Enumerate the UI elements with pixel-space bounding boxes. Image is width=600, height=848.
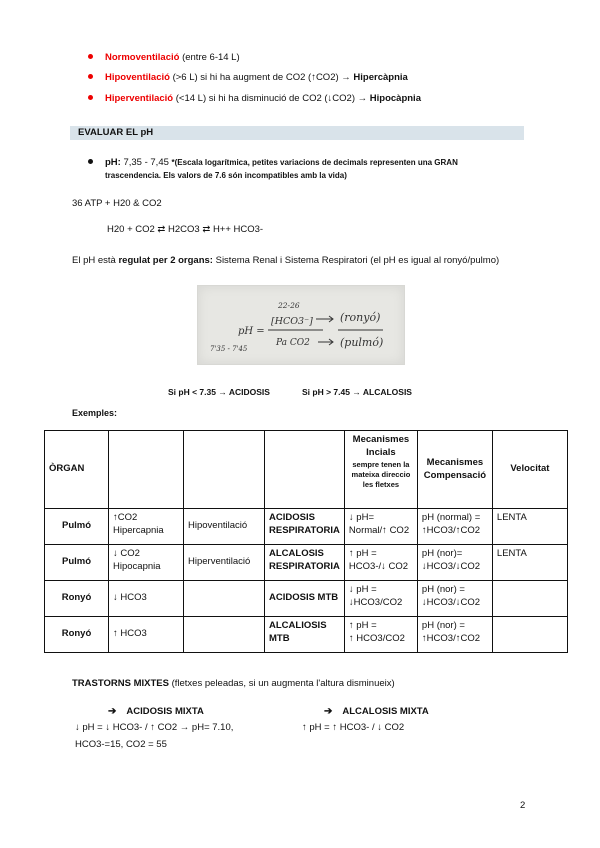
cell-speed [492, 617, 567, 653]
cell-ventilation: Hipoventilació [184, 509, 265, 545]
mixtes-heading: TRASTORNS MIXTES (fletxes peleadas, si un augmenta l'altura disminueix) [72, 678, 395, 689]
cell-ventilation [184, 617, 265, 653]
equation: H20 + CO2 ⇄ H2CO3 ⇄ H++ HCO3- [107, 224, 264, 235]
cell-disorder: ACIDOSIS MTB [265, 581, 345, 617]
cell-compensation: pH (nor)= ↓HCO3/↓CO2 [417, 545, 492, 581]
arrow-right-icon: ➔ [108, 706, 117, 717]
cell-ventilation: Hiperventilació [184, 545, 265, 581]
denominator: Pa CO2 [276, 338, 310, 348]
acidosis-mixta-title: ➔ ACIDOSIS MIXTA [108, 706, 204, 717]
bullet-dot-icon [88, 95, 93, 100]
cell-initial: ↑ pH = ↑ HCO3/CO2 [344, 617, 417, 653]
table-header-row [45, 431, 568, 509]
cell-trigger: ↓ HCO3 [109, 581, 184, 617]
cell-compensation: pH (normal) = ↑HCO3/↑CO2 [417, 509, 492, 545]
cell-disorder: ALCALOSIS RESPIRATORIA [265, 545, 345, 581]
bullet-hiperventilacio: Hiperventilació (<14 L) si hi ha disminució de CO2 (↓CO2) → Hipocàpnia [88, 93, 421, 104]
acidosis-mixta-line2: HCO3-=15, CO2 = 55 [75, 739, 167, 750]
cell-compensation: pH (nor) = ↓HCO3/↓CO2 [417, 581, 492, 617]
cell-disorder: ACIDOSIS RESPIRATORIA [265, 509, 345, 545]
cell-initial: ↓ pH= Normal/↑ CO2 [344, 509, 417, 545]
organ-bottom: (pulmó) [340, 336, 384, 349]
cell-speed: LENTA [492, 509, 567, 545]
table-row [45, 509, 568, 545]
alcalosis-mixta-title: ➔ ALCALOSIS MIXTA [324, 706, 429, 717]
cell-compensation: pH (nor) = ↑HCO3/↑CO2 [417, 617, 492, 653]
header-empty [184, 431, 265, 509]
table-row [45, 545, 568, 581]
cell-initial: ↑ pH = HCO3-/↓ CO2 [344, 545, 417, 581]
cell-trigger: ↑CO2 Hipercapnia [109, 509, 184, 545]
range-label: 7'35 - 7'45 [210, 345, 248, 353]
numerator: [HCO3⁻] [271, 316, 313, 327]
header-velocitat: Velocitat [492, 431, 567, 509]
page-number: 2 [520, 800, 526, 811]
section-header [70, 126, 524, 140]
header-mecanismes-inicials: Mecanismes Incials sempre tenen la mateixa direccio les fletxes [344, 431, 417, 509]
cell-organ: Pulmó [45, 545, 109, 581]
bullet-hipoventilacio: Hipoventilació (>6 L) si hi ha augment de CO2 (↑CO2) → Hipercàpnia [88, 72, 408, 83]
rule-alcalosis: Si pH > 7.45 → ALCALOSIS [302, 387, 412, 397]
header-compensacio: Mecanismes Compensació [417, 431, 492, 509]
header-empty [265, 431, 345, 509]
header-organ: ÒRGAN [45, 431, 109, 509]
cell-organ: Ronyó [45, 617, 109, 653]
section-title: EVALUAR EL pH [78, 127, 154, 138]
arrow-icon [316, 316, 333, 322]
bullet-normoventilacio: Normoventilació (entre 6-14 L) [88, 52, 240, 63]
organ-top: (ronyó) [340, 311, 381, 324]
header-empty [109, 431, 184, 509]
cell-disorder: ALCALIOSIS MTB [265, 617, 345, 653]
cell-trigger: ↓ CO2 Hipocapnia [109, 545, 184, 581]
numerator-range: 22-26 [278, 301, 300, 310]
bullet-dot-icon [88, 159, 93, 164]
cell-trigger: ↑ HCO3 [109, 617, 184, 653]
table-row [45, 617, 568, 653]
bullet-dot-icon [88, 54, 93, 59]
regulated-line: El pH està regulat per 2 organs: Sistema Renal i Sistema Respiratori (el pH es igual al ronyó/pulmo) [72, 255, 500, 266]
acid-base-table [44, 430, 568, 653]
cell-speed [492, 581, 567, 617]
bullet-dot-icon [88, 74, 93, 79]
rule-acidosis: Si pH < 7.35 → ACIDOSIS [168, 387, 270, 397]
table-row [45, 581, 568, 617]
handwritten-formula-photo [197, 285, 405, 365]
ph-lhs: pH = [238, 326, 265, 337]
cell-ventilation [184, 581, 265, 617]
acidosis-mixta-line1: ↓ pH = ↓ HCO3- / ↑ CO2 → pH= 7.10, [75, 722, 234, 733]
cell-speed: LENTA [492, 545, 567, 581]
arrow-icon [318, 339, 333, 345]
atp-line: 36 ATP + H20 & CO2 [72, 198, 162, 209]
cell-organ: Ronyó [45, 581, 109, 617]
examples-label: Exemples: [72, 408, 118, 418]
cell-organ: Pulmó [45, 509, 109, 545]
alcalosis-mixta-line1: ↑ pH = ↑ HCO3- / ↓ CO2 [302, 722, 405, 733]
arrow-right-icon: ➔ [324, 706, 333, 717]
ph-bullet: pH: 7,35 - 7,45 *(Escala logarítmica, petites variacions de decimals representen una GRAN [88, 155, 528, 170]
ph-note-line2: trascendencia. Els valors de 7.6 són incompatibles amb la vida) [105, 171, 347, 180]
cell-initial: ↓ pH = ↓HCO3/CO2 [344, 581, 417, 617]
